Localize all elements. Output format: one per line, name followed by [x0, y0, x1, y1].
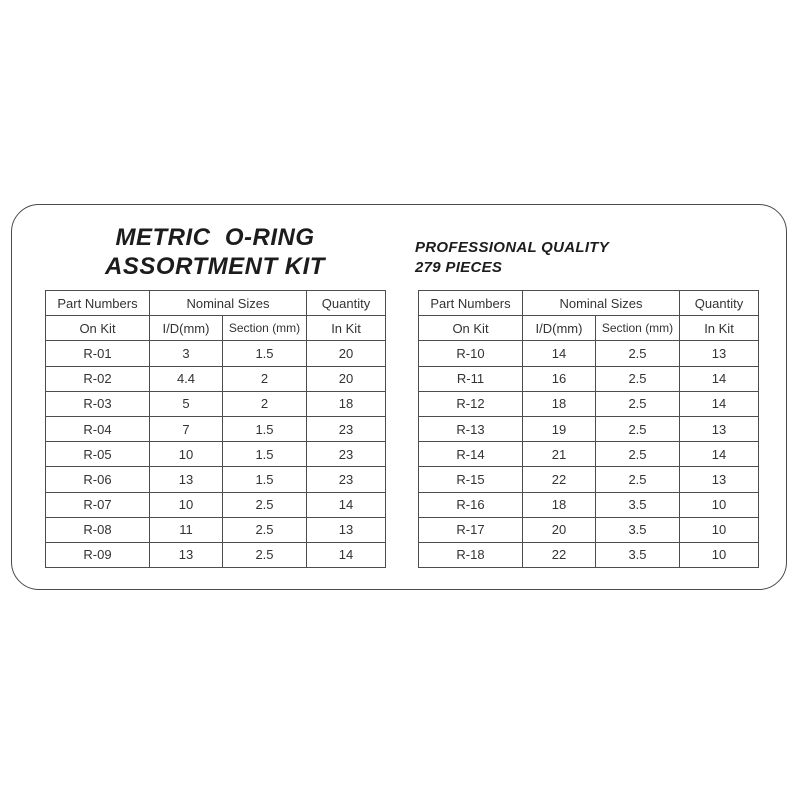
table-cell: 13	[150, 467, 223, 492]
table-header-row-1	[46, 291, 386, 316]
table-cell: 18	[523, 391, 596, 416]
table-cell: 13	[150, 542, 223, 567]
table-cell: 19	[523, 416, 596, 441]
table-cell: 7	[150, 416, 223, 441]
table-cell: R-04	[46, 416, 150, 441]
table-row	[46, 416, 386, 441]
table-cell: R-06	[46, 467, 150, 492]
table-row	[419, 416, 759, 441]
header-in-kit: In Kit	[307, 316, 386, 341]
table-cell: R-01	[46, 341, 150, 366]
table-cell: 2.5	[596, 416, 680, 441]
table-cell: 14	[680, 391, 759, 416]
table-cell: 3.5	[596, 542, 680, 567]
header-section-mm: Section (mm)	[596, 316, 680, 341]
table-row	[419, 492, 759, 517]
table-cell: R-09	[46, 542, 150, 567]
header-in-kit: In Kit	[680, 316, 759, 341]
table-cell: 21	[523, 442, 596, 467]
table-cell: 2.5	[596, 467, 680, 492]
table-cell: 2.5	[223, 492, 307, 517]
table-row	[419, 542, 759, 567]
table-cell: 18	[307, 391, 386, 416]
table-cell: 18	[523, 492, 596, 517]
quality-subtitle-line2: 279 PIECES	[415, 258, 503, 276]
header-id-mm: I/D(mm)	[523, 316, 596, 341]
table-cell: R-07	[46, 492, 150, 517]
table-cell: 2.5	[223, 517, 307, 542]
product-title	[45, 224, 385, 282]
table-cell: 20	[523, 517, 596, 542]
table-cell: 16	[523, 366, 596, 391]
table-cell: 14	[523, 341, 596, 366]
table-cell: 10	[150, 442, 223, 467]
table-cell: 2.5	[596, 366, 680, 391]
header-part-numbers: Part Numbers	[46, 291, 150, 316]
table-cell: 23	[307, 467, 386, 492]
quality-subtitle	[415, 238, 755, 277]
table-cell: 10	[680, 517, 759, 542]
table-cell: 13	[680, 467, 759, 492]
table-row	[46, 542, 386, 567]
table-cell: R-03	[46, 391, 150, 416]
table-cell: 2	[223, 391, 307, 416]
table-cell: R-02	[46, 366, 150, 391]
table-row	[419, 517, 759, 542]
header-nominal-sizes: Nominal Sizes	[523, 291, 680, 316]
table-header-row-1	[419, 291, 759, 316]
table-cell: R-10	[419, 341, 523, 366]
table-cell: 13	[680, 416, 759, 441]
table-cell: 22	[523, 467, 596, 492]
table-cell: 14	[307, 492, 386, 517]
table-row	[46, 341, 386, 366]
table-cell: 1.5	[223, 442, 307, 467]
table-cell: 10	[680, 492, 759, 517]
quality-subtitle-line1: PROFESSIONAL QUALITY	[415, 239, 610, 256]
table-cell: 23	[307, 416, 386, 441]
table-cell: R-08	[46, 517, 150, 542]
table-cell: R-05	[46, 442, 150, 467]
table-cell: R-15	[419, 467, 523, 492]
header-quantity: Quantity	[680, 291, 759, 316]
table-cell: 10	[150, 492, 223, 517]
table-cell: R-13	[419, 416, 523, 441]
table-cell: 13	[680, 341, 759, 366]
table-header-row-2	[419, 316, 759, 341]
table-cell: 20	[307, 341, 386, 366]
table-cell: 5	[150, 391, 223, 416]
table-cell: 1.5	[223, 467, 307, 492]
table-cell: R-11	[419, 366, 523, 391]
oring-table-right	[418, 290, 759, 568]
table-cell: 13	[307, 517, 386, 542]
table-row	[419, 366, 759, 391]
table-header-row-2	[46, 316, 386, 341]
table-row	[46, 467, 386, 492]
table-cell: R-18	[419, 542, 523, 567]
table-cell: 4.4	[150, 366, 223, 391]
header-on-kit: On Kit	[46, 316, 150, 341]
table-cell: 23	[307, 442, 386, 467]
table-cell: 3.5	[596, 492, 680, 517]
product-title-line2: ASSORTMENT KIT	[105, 252, 325, 280]
table-cell: R-17	[419, 517, 523, 542]
table-row	[419, 391, 759, 416]
table-row	[46, 366, 386, 391]
table-cell: 2.5	[596, 391, 680, 416]
header-part-numbers: Part Numbers	[419, 291, 523, 316]
table-cell: 1.5	[223, 416, 307, 441]
header-id-mm: I/D(mm)	[150, 316, 223, 341]
table-cell: 2	[223, 366, 307, 391]
header-nominal-sizes: Nominal Sizes	[150, 291, 307, 316]
table-cell: 11	[150, 517, 223, 542]
header-on-kit: On Kit	[419, 316, 523, 341]
table-cell: 22	[523, 542, 596, 567]
table-row	[46, 492, 386, 517]
table-cell: R-16	[419, 492, 523, 517]
table-row	[419, 467, 759, 492]
table-cell: 14	[680, 442, 759, 467]
table-cell: 2.5	[596, 341, 680, 366]
table-cell: 10	[680, 542, 759, 567]
table-cell: 14	[307, 542, 386, 567]
table-row	[46, 442, 386, 467]
header-section-mm: Section (mm)	[223, 316, 307, 341]
table-row	[46, 517, 386, 542]
table-cell: 14	[680, 366, 759, 391]
table-cell: R-14	[419, 442, 523, 467]
table-row	[419, 442, 759, 467]
table-cell: 20	[307, 366, 386, 391]
header-quantity: Quantity	[307, 291, 386, 316]
table-row	[46, 391, 386, 416]
table-cell: 2.5	[223, 542, 307, 567]
oring-table-left	[45, 290, 386, 568]
table-cell: 3	[150, 341, 223, 366]
table-row	[419, 341, 759, 366]
table-cell: R-12	[419, 391, 523, 416]
product-title-line1: METRIC O-RING	[115, 224, 315, 251]
table-cell: 1.5	[223, 341, 307, 366]
table-cell: 3.5	[596, 517, 680, 542]
table-cell: 2.5	[596, 442, 680, 467]
